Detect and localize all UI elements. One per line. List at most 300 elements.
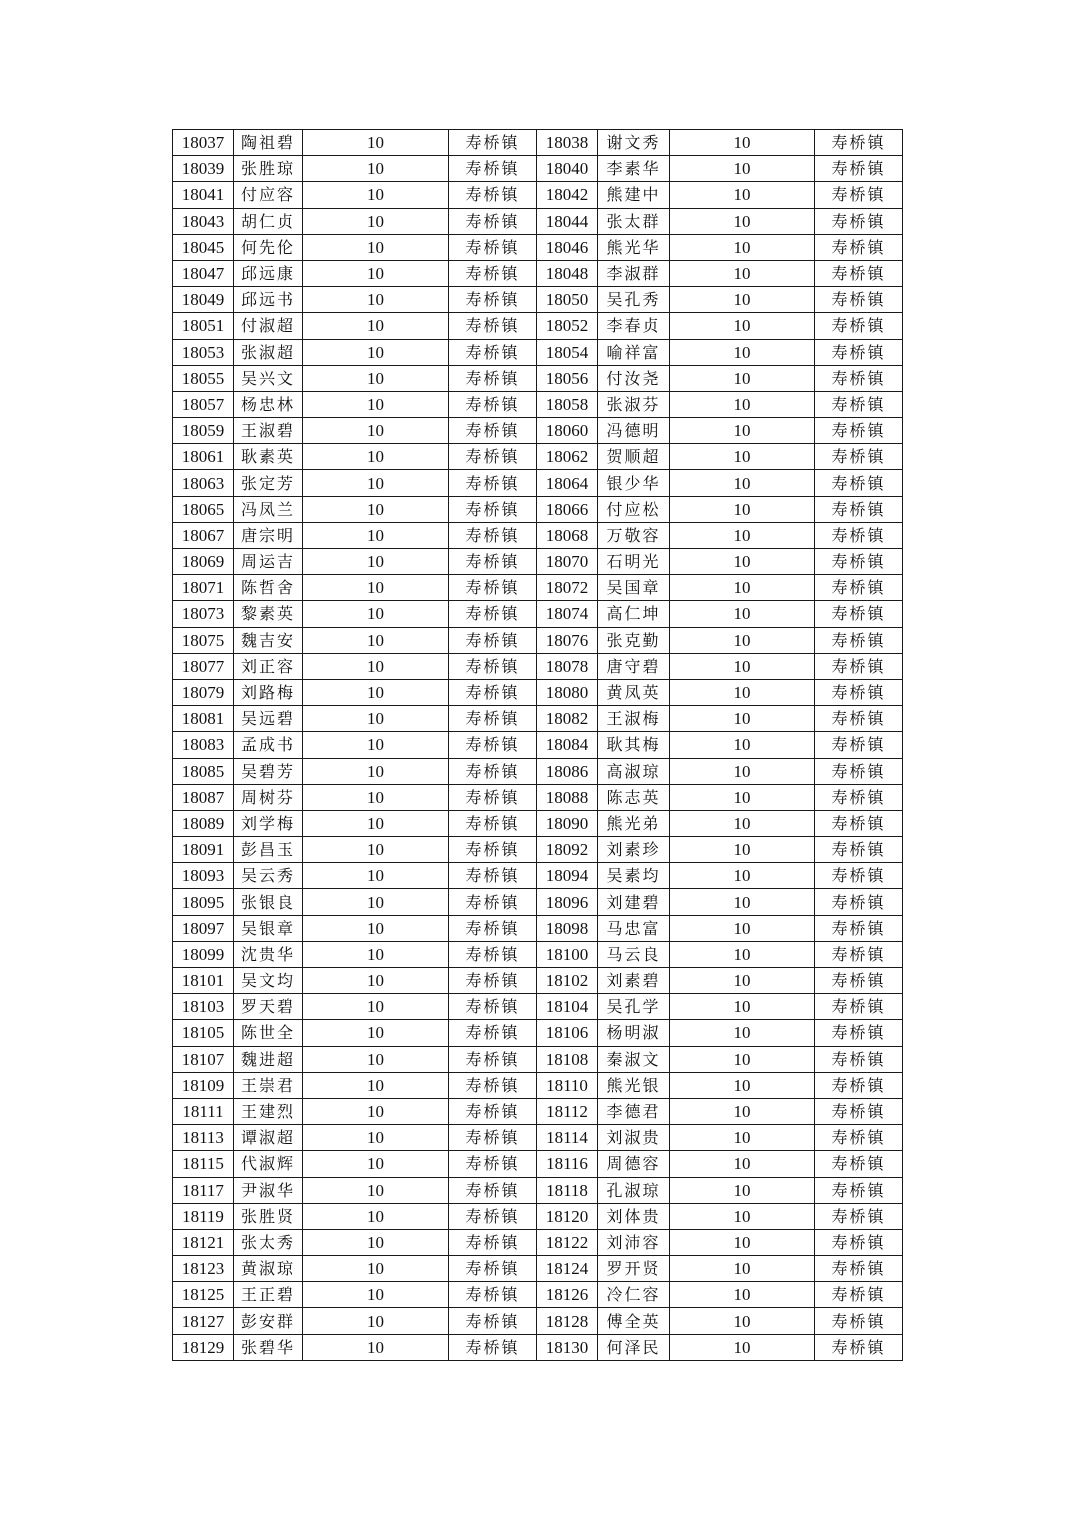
amount-cell: 10 — [670, 601, 815, 627]
town-name-cell: 寿桥镇 — [815, 784, 903, 810]
amount-cell: 10 — [670, 1046, 815, 1072]
amount-cell: 10 — [303, 1229, 449, 1255]
amount-cell: 10 — [670, 496, 815, 522]
table-row — [173, 758, 903, 784]
record-id-cell: 18120 — [537, 1203, 598, 1229]
person-name-cell: 张碧华 — [234, 1334, 303, 1360]
town-name-cell: 寿桥镇 — [449, 339, 537, 365]
person-name-cell: 万敬容 — [598, 522, 670, 548]
table-row — [173, 1203, 903, 1229]
record-id-cell: 18079 — [173, 679, 234, 705]
amount-cell: 10 — [303, 418, 449, 444]
town-name-cell: 寿桥镇 — [815, 1098, 903, 1124]
amount-cell: 10 — [670, 706, 815, 732]
amount-cell: 10 — [303, 889, 449, 915]
town-name-cell: 寿桥镇 — [815, 994, 903, 1020]
person-name-cell: 张定芳 — [234, 470, 303, 496]
record-id-cell: 18067 — [173, 522, 234, 548]
town-name-cell: 寿桥镇 — [815, 915, 903, 941]
person-name-cell: 胡仁贞 — [234, 208, 303, 234]
person-name-cell: 陈哲舍 — [234, 575, 303, 601]
town-name-cell: 寿桥镇 — [815, 758, 903, 784]
record-id-cell: 18045 — [173, 234, 234, 260]
table-row — [173, 941, 903, 967]
town-name-cell: 寿桥镇 — [449, 313, 537, 339]
amount-cell: 10 — [303, 365, 449, 391]
record-id-cell: 18094 — [537, 863, 598, 889]
amount-cell: 10 — [670, 679, 815, 705]
record-id-cell: 18127 — [173, 1308, 234, 1334]
town-name-cell: 寿桥镇 — [449, 837, 537, 863]
person-name-cell: 刘淑贵 — [598, 1125, 670, 1151]
table-row — [173, 234, 903, 260]
amount-cell: 10 — [670, 653, 815, 679]
person-name-cell: 傅全英 — [598, 1308, 670, 1334]
record-id-cell: 18070 — [537, 549, 598, 575]
table-row — [173, 287, 903, 313]
person-name-cell: 魏吉安 — [234, 627, 303, 653]
amount-cell: 10 — [670, 391, 815, 417]
amount-cell: 10 — [303, 575, 449, 601]
person-name-cell: 刘正容 — [234, 653, 303, 679]
table-row — [173, 391, 903, 417]
table-row — [173, 339, 903, 365]
record-id-cell: 18054 — [537, 339, 598, 365]
table-row — [173, 837, 903, 863]
record-id-cell: 18038 — [537, 130, 598, 156]
town-name-cell: 寿桥镇 — [449, 260, 537, 286]
table-row — [173, 968, 903, 994]
person-name-cell: 吴素均 — [598, 863, 670, 889]
amount-cell: 10 — [303, 182, 449, 208]
person-name-cell: 陈世全 — [234, 1020, 303, 1046]
table-row — [173, 470, 903, 496]
person-name-cell: 吴云秀 — [234, 863, 303, 889]
amount-cell: 10 — [303, 837, 449, 863]
table-row — [173, 365, 903, 391]
person-name-cell: 熊光华 — [598, 234, 670, 260]
record-id-cell: 18122 — [537, 1229, 598, 1255]
person-name-cell: 刘沛容 — [598, 1229, 670, 1255]
person-name-cell: 银少华 — [598, 470, 670, 496]
record-id-cell: 18088 — [537, 784, 598, 810]
amount-cell: 10 — [670, 1229, 815, 1255]
town-name-cell: 寿桥镇 — [449, 496, 537, 522]
record-id-cell: 18057 — [173, 391, 234, 417]
town-name-cell: 寿桥镇 — [449, 994, 537, 1020]
person-name-cell: 张胜琼 — [234, 156, 303, 182]
amount-cell: 10 — [303, 470, 449, 496]
amount-cell: 10 — [303, 496, 449, 522]
amount-cell: 10 — [303, 968, 449, 994]
record-id-cell: 18052 — [537, 313, 598, 339]
record-id-cell: 18050 — [537, 287, 598, 313]
record-id-cell: 18111 — [173, 1098, 234, 1124]
amount-cell: 10 — [670, 339, 815, 365]
town-name-cell: 寿桥镇 — [449, 653, 537, 679]
person-name-cell: 孟成书 — [234, 732, 303, 758]
person-name-cell: 谢文秀 — [598, 130, 670, 156]
person-name-cell: 吴孔秀 — [598, 287, 670, 313]
record-id-cell: 18063 — [173, 470, 234, 496]
amount-cell: 10 — [303, 627, 449, 653]
town-name-cell: 寿桥镇 — [815, 1046, 903, 1072]
record-id-cell: 18061 — [173, 444, 234, 470]
record-id-cell: 18072 — [537, 575, 598, 601]
amount-cell: 10 — [670, 758, 815, 784]
record-id-cell: 18095 — [173, 889, 234, 915]
town-name-cell: 寿桥镇 — [449, 1046, 537, 1072]
town-name-cell: 寿桥镇 — [449, 182, 537, 208]
record-id-cell: 18128 — [537, 1308, 598, 1334]
town-name-cell: 寿桥镇 — [815, 653, 903, 679]
town-name-cell: 寿桥镇 — [815, 1282, 903, 1308]
amount-cell: 10 — [303, 601, 449, 627]
person-name-cell: 冷仁容 — [598, 1282, 670, 1308]
person-name-cell: 张银良 — [234, 889, 303, 915]
town-name-cell: 寿桥镇 — [449, 1177, 537, 1203]
record-id-cell: 18085 — [173, 758, 234, 784]
amount-cell: 10 — [670, 260, 815, 286]
amount-cell: 10 — [303, 653, 449, 679]
amount-cell: 10 — [670, 915, 815, 941]
person-name-cell: 付应松 — [598, 496, 670, 522]
person-name-cell: 熊建中 — [598, 182, 670, 208]
town-name-cell: 寿桥镇 — [449, 1072, 537, 1098]
person-name-cell: 高仁坤 — [598, 601, 670, 627]
amount-cell: 10 — [303, 758, 449, 784]
town-name-cell: 寿桥镇 — [449, 365, 537, 391]
person-name-cell: 张淑芬 — [598, 391, 670, 417]
amount-cell: 10 — [303, 549, 449, 575]
town-name-cell: 寿桥镇 — [815, 182, 903, 208]
record-id-cell: 18116 — [537, 1151, 598, 1177]
record-id-cell: 18078 — [537, 653, 598, 679]
record-id-cell: 18081 — [173, 706, 234, 732]
person-name-cell: 陶祖碧 — [234, 130, 303, 156]
town-name-cell: 寿桥镇 — [449, 679, 537, 705]
record-id-cell: 18048 — [537, 260, 598, 286]
amount-cell: 10 — [303, 1072, 449, 1098]
amount-cell: 10 — [670, 1072, 815, 1098]
amount-cell: 10 — [303, 1046, 449, 1072]
person-name-cell: 熊光弟 — [598, 810, 670, 836]
person-name-cell: 周树芬 — [234, 784, 303, 810]
record-id-cell: 18044 — [537, 208, 598, 234]
town-name-cell: 寿桥镇 — [815, 522, 903, 548]
town-name-cell: 寿桥镇 — [449, 784, 537, 810]
person-name-cell: 李素华 — [598, 156, 670, 182]
amount-cell: 10 — [303, 287, 449, 313]
amount-cell: 10 — [303, 1308, 449, 1334]
amount-cell: 10 — [303, 1151, 449, 1177]
record-id-cell: 18103 — [173, 994, 234, 1020]
amount-cell: 10 — [670, 1256, 815, 1282]
town-name-cell: 寿桥镇 — [449, 391, 537, 417]
table-row — [173, 313, 903, 339]
person-name-cell: 唐守碧 — [598, 653, 670, 679]
person-name-cell: 吴银章 — [234, 915, 303, 941]
town-name-cell: 寿桥镇 — [815, 444, 903, 470]
table-row — [173, 1256, 903, 1282]
amount-cell: 10 — [303, 1098, 449, 1124]
table-row — [173, 1282, 903, 1308]
amount-cell: 10 — [303, 444, 449, 470]
table-row — [173, 1151, 903, 1177]
record-id-cell: 18091 — [173, 837, 234, 863]
record-id-cell: 18089 — [173, 810, 234, 836]
record-id-cell: 18041 — [173, 182, 234, 208]
amount-cell: 10 — [670, 1282, 815, 1308]
person-name-cell: 黄凤英 — [598, 679, 670, 705]
amount-cell: 10 — [670, 863, 815, 889]
person-name-cell: 王淑碧 — [234, 418, 303, 444]
amount-cell: 10 — [670, 287, 815, 313]
person-name-cell: 王崇君 — [234, 1072, 303, 1098]
person-name-cell: 代淑辉 — [234, 1151, 303, 1177]
amount-cell: 10 — [303, 994, 449, 1020]
town-name-cell: 寿桥镇 — [449, 968, 537, 994]
amount-cell: 10 — [670, 549, 815, 575]
amount-cell: 10 — [670, 994, 815, 1020]
town-name-cell: 寿桥镇 — [815, 418, 903, 444]
person-name-cell: 刘素碧 — [598, 968, 670, 994]
person-name-cell: 冯凤兰 — [234, 496, 303, 522]
town-name-cell: 寿桥镇 — [815, 732, 903, 758]
amount-cell: 10 — [303, 1177, 449, 1203]
person-name-cell: 杨忠林 — [234, 391, 303, 417]
amount-cell: 10 — [303, 706, 449, 732]
amount-cell: 10 — [303, 522, 449, 548]
amount-cell: 10 — [670, 234, 815, 260]
person-name-cell: 谭淑超 — [234, 1125, 303, 1151]
record-id-cell: 18112 — [537, 1098, 598, 1124]
person-name-cell: 冯德明 — [598, 418, 670, 444]
record-id-cell: 18082 — [537, 706, 598, 732]
record-id-cell: 18090 — [537, 810, 598, 836]
town-name-cell: 寿桥镇 — [815, 339, 903, 365]
table-row — [173, 130, 903, 156]
person-name-cell: 马忠富 — [598, 915, 670, 941]
town-name-cell: 寿桥镇 — [815, 810, 903, 836]
record-id-cell: 18066 — [537, 496, 598, 522]
amount-cell: 10 — [670, 575, 815, 601]
person-name-cell: 王正碧 — [234, 1282, 303, 1308]
town-name-cell: 寿桥镇 — [449, 915, 537, 941]
amount-cell: 10 — [303, 156, 449, 182]
person-name-cell: 马云良 — [598, 941, 670, 967]
person-name-cell: 石明光 — [598, 549, 670, 575]
person-name-cell: 尹淑华 — [234, 1177, 303, 1203]
person-name-cell: 黎素英 — [234, 601, 303, 627]
town-name-cell: 寿桥镇 — [815, 208, 903, 234]
amount-cell: 10 — [670, 941, 815, 967]
amount-cell: 10 — [670, 444, 815, 470]
person-name-cell: 喻祥富 — [598, 339, 670, 365]
person-name-cell: 贺顺超 — [598, 444, 670, 470]
amount-cell: 10 — [670, 208, 815, 234]
town-name-cell: 寿桥镇 — [449, 1125, 537, 1151]
town-name-cell: 寿桥镇 — [815, 627, 903, 653]
town-name-cell: 寿桥镇 — [449, 810, 537, 836]
person-name-cell: 罗开贤 — [598, 1256, 670, 1282]
record-id-cell: 18123 — [173, 1256, 234, 1282]
person-name-cell: 耿素英 — [234, 444, 303, 470]
amount-cell: 10 — [303, 1020, 449, 1046]
town-name-cell: 寿桥镇 — [449, 627, 537, 653]
town-name-cell: 寿桥镇 — [449, 1229, 537, 1255]
record-id-cell: 18046 — [537, 234, 598, 260]
record-id-cell: 18086 — [537, 758, 598, 784]
town-name-cell: 寿桥镇 — [815, 1256, 903, 1282]
town-name-cell: 寿桥镇 — [815, 1203, 903, 1229]
person-name-cell: 罗天碧 — [234, 994, 303, 1020]
table-row — [173, 1046, 903, 1072]
amount-cell: 10 — [670, 1203, 815, 1229]
person-name-cell: 吴碧芳 — [234, 758, 303, 784]
town-name-cell: 寿桥镇 — [449, 1203, 537, 1229]
town-name-cell: 寿桥镇 — [449, 1020, 537, 1046]
town-name-cell: 寿桥镇 — [815, 1072, 903, 1098]
town-name-cell: 寿桥镇 — [449, 889, 537, 915]
person-name-cell: 孔淑琼 — [598, 1177, 670, 1203]
town-name-cell: 寿桥镇 — [815, 260, 903, 286]
amount-cell: 10 — [670, 313, 815, 339]
roster-body — [173, 130, 903, 1361]
amount-cell: 10 — [303, 260, 449, 286]
record-id-cell: 18080 — [537, 679, 598, 705]
record-id-cell: 18042 — [537, 182, 598, 208]
record-id-cell: 18047 — [173, 260, 234, 286]
person-name-cell: 沈贵华 — [234, 941, 303, 967]
person-name-cell: 何泽民 — [598, 1334, 670, 1360]
town-name-cell: 寿桥镇 — [449, 156, 537, 182]
amount-cell: 10 — [303, 784, 449, 810]
table-row — [173, 601, 903, 627]
record-id-cell: 18076 — [537, 627, 598, 653]
record-id-cell: 18060 — [537, 418, 598, 444]
town-name-cell: 寿桥镇 — [449, 1308, 537, 1334]
person-name-cell: 吴文均 — [234, 968, 303, 994]
record-id-cell: 18049 — [173, 287, 234, 313]
record-id-cell: 18043 — [173, 208, 234, 234]
table-row — [173, 706, 903, 732]
table-row — [173, 1072, 903, 1098]
town-name-cell: 寿桥镇 — [815, 496, 903, 522]
town-name-cell: 寿桥镇 — [815, 234, 903, 260]
person-name-cell: 刘路梅 — [234, 679, 303, 705]
amount-cell: 10 — [670, 130, 815, 156]
town-name-cell: 寿桥镇 — [815, 679, 903, 705]
town-name-cell: 寿桥镇 — [449, 1256, 537, 1282]
town-name-cell: 寿桥镇 — [449, 1282, 537, 1308]
amount-cell: 10 — [670, 1125, 815, 1151]
amount-cell: 10 — [670, 365, 815, 391]
town-name-cell: 寿桥镇 — [815, 1020, 903, 1046]
town-name-cell: 寿桥镇 — [815, 391, 903, 417]
record-id-cell: 18074 — [537, 601, 598, 627]
table-row — [173, 1125, 903, 1151]
table-row — [173, 1229, 903, 1255]
person-name-cell: 李春贞 — [598, 313, 670, 339]
table-row — [173, 732, 903, 758]
amount-cell: 10 — [670, 522, 815, 548]
person-name-cell: 吴兴文 — [234, 365, 303, 391]
amount-cell: 10 — [670, 418, 815, 444]
record-id-cell: 18096 — [537, 889, 598, 915]
record-id-cell: 18056 — [537, 365, 598, 391]
amount-cell: 10 — [670, 837, 815, 863]
amount-cell: 10 — [303, 679, 449, 705]
town-name-cell: 寿桥镇 — [815, 863, 903, 889]
table-row — [173, 549, 903, 575]
person-name-cell: 魏进超 — [234, 1046, 303, 1072]
record-id-cell: 18130 — [537, 1334, 598, 1360]
person-name-cell: 刘素珍 — [598, 837, 670, 863]
amount-cell: 10 — [303, 863, 449, 889]
record-id-cell: 18104 — [537, 994, 598, 1020]
record-id-cell: 18087 — [173, 784, 234, 810]
town-name-cell: 寿桥镇 — [449, 208, 537, 234]
record-id-cell: 18069 — [173, 549, 234, 575]
person-name-cell: 张克勤 — [598, 627, 670, 653]
table-row — [173, 679, 903, 705]
person-name-cell: 刘体贵 — [598, 1203, 670, 1229]
amount-cell: 10 — [670, 627, 815, 653]
amount-cell: 10 — [670, 470, 815, 496]
town-name-cell: 寿桥镇 — [815, 1125, 903, 1151]
person-name-cell: 张太群 — [598, 208, 670, 234]
person-name-cell: 李淑群 — [598, 260, 670, 286]
table-row — [173, 496, 903, 522]
town-name-cell: 寿桥镇 — [449, 758, 537, 784]
record-id-cell: 18124 — [537, 1256, 598, 1282]
record-id-cell: 18110 — [537, 1072, 598, 1098]
amount-cell: 10 — [670, 156, 815, 182]
record-id-cell: 18084 — [537, 732, 598, 758]
person-name-cell: 高淑琼 — [598, 758, 670, 784]
town-name-cell: 寿桥镇 — [449, 522, 537, 548]
record-id-cell: 18101 — [173, 968, 234, 994]
record-id-cell: 18113 — [173, 1125, 234, 1151]
record-id-cell: 18121 — [173, 1229, 234, 1255]
town-name-cell: 寿桥镇 — [815, 968, 903, 994]
town-name-cell: 寿桥镇 — [449, 444, 537, 470]
table-row — [173, 784, 903, 810]
amount-cell: 10 — [670, 784, 815, 810]
table-row — [173, 418, 903, 444]
record-id-cell: 18106 — [537, 1020, 598, 1046]
amount-cell: 10 — [303, 941, 449, 967]
record-id-cell: 18058 — [537, 391, 598, 417]
record-id-cell: 18064 — [537, 470, 598, 496]
record-id-cell: 18083 — [173, 732, 234, 758]
town-name-cell: 寿桥镇 — [449, 732, 537, 758]
amount-cell: 10 — [303, 313, 449, 339]
town-name-cell: 寿桥镇 — [449, 706, 537, 732]
person-name-cell: 熊光银 — [598, 1072, 670, 1098]
amount-cell: 10 — [670, 810, 815, 836]
town-name-cell: 寿桥镇 — [449, 130, 537, 156]
person-name-cell: 王建烈 — [234, 1098, 303, 1124]
amount-cell: 10 — [303, 130, 449, 156]
amount-cell: 10 — [303, 1203, 449, 1229]
amount-cell: 10 — [670, 182, 815, 208]
person-name-cell: 付淑超 — [234, 313, 303, 339]
town-name-cell: 寿桥镇 — [449, 234, 537, 260]
record-id-cell: 18073 — [173, 601, 234, 627]
record-id-cell: 18125 — [173, 1282, 234, 1308]
